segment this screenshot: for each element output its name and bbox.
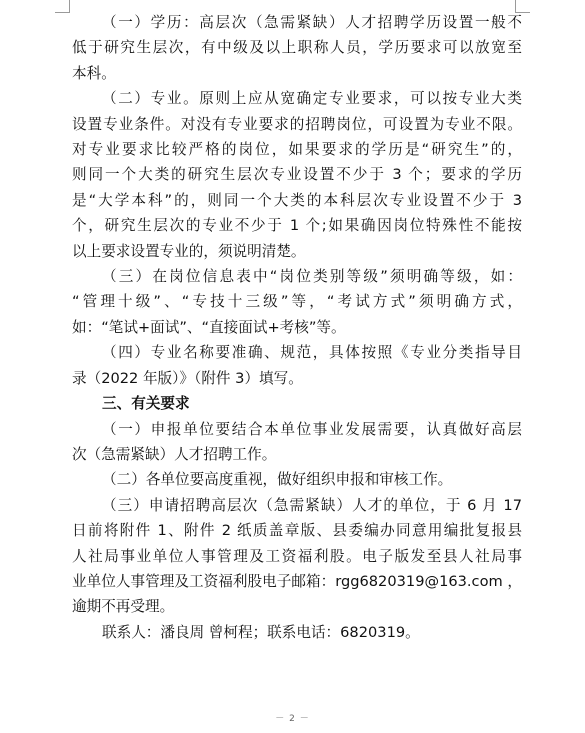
section-heading: 三、有关要求 <box>102 395 190 413</box>
text-line: （三）申请招聘高层次（急需紧缺）人才的单位，于 6 月 17 <box>102 496 522 514</box>
paragraph-requirement-2 <box>72 467 522 492</box>
page-corner-mark-left <box>55 0 70 13</box>
text-line: （二）各单位要高度重视，做好组织申报和审核工作。 <box>102 471 453 489</box>
text-line: 则同一个大类的研究生层次专业设置不少于 3 个；要求的学历 <box>72 166 522 184</box>
page-number: － 2 － <box>275 714 310 724</box>
text-line: 个，研究生层次的专业不少于 1 个;如果确因岗位特殊性不能按 <box>72 217 522 235</box>
contact-line: 联系人：潘良周 曾柯程；联系电话：6820319。 <box>102 623 420 641</box>
text-line: 设置专业条件。对没有专业要求的招聘岗位，可设置为专业不限。 <box>72 115 522 133</box>
text-line: “管理十级”、“专技十三级”等，“考试方式”须明确方式， <box>72 293 522 311</box>
text-line: （二）专业。原则上应从宽确定专业要求，可以按专业大类 <box>102 90 522 108</box>
paragraph-requirement-3 <box>72 493 522 620</box>
text-line: 如：“笔试+面试”、“直接面试+考核”等。 <box>72 318 346 336</box>
text-line: 以上要求设置专业的，须说明清楚。 <box>72 242 306 260</box>
paragraph-position-info <box>72 264 522 340</box>
text-line: （三）在岗位信息表中“岗位类别等级”须明确等级，如： <box>102 268 522 286</box>
text-line: 对专业要求比较严格的岗位，如果要求的学历是“研究生”的， <box>72 141 522 159</box>
paragraph-major-names <box>72 340 522 391</box>
text-line: 日前将附件 1、附件 2 纸质盖章版、县委编办同意用编批复报县 <box>72 522 522 540</box>
paragraph-requirement-1 <box>72 417 522 468</box>
text-line: 逾期不再受理。 <box>72 598 175 616</box>
paragraph-major <box>72 86 522 264</box>
text-line: （一）申报单位要结合本单位事业发展需要，认真做好高层 <box>102 420 522 438</box>
document-page <box>72 10 522 645</box>
text-line: 本科。 <box>72 64 116 82</box>
text-line: （一）学历：高层次（急需紧缺）人才招聘学历设置一般不 <box>102 14 522 31</box>
text-line: 次（急需紧缺）人才招聘工作。 <box>72 445 277 463</box>
text-line: 人社局事业单位人事管理及工资福利股。电子版发至县人社局事 <box>72 547 522 565</box>
paragraph-education <box>72 10 522 86</box>
text-line: 业单位人事管理及工资福利股电子邮箱：rgg6820319@163.com ， <box>72 572 522 590</box>
text-line: 录（2022 年版）》（附件 3）填写。 <box>72 369 303 387</box>
text-line: 是“大学本科”的，则同一个大类的本科层次专业设置不少于 3 <box>72 191 522 209</box>
text-line: 低于研究生层次，有中级及以上职称人员，学历要求可以放宽至 <box>72 39 522 57</box>
text-line: （四）专业名称要准确、规范，具体按照《专业分类指导目 <box>102 344 522 362</box>
